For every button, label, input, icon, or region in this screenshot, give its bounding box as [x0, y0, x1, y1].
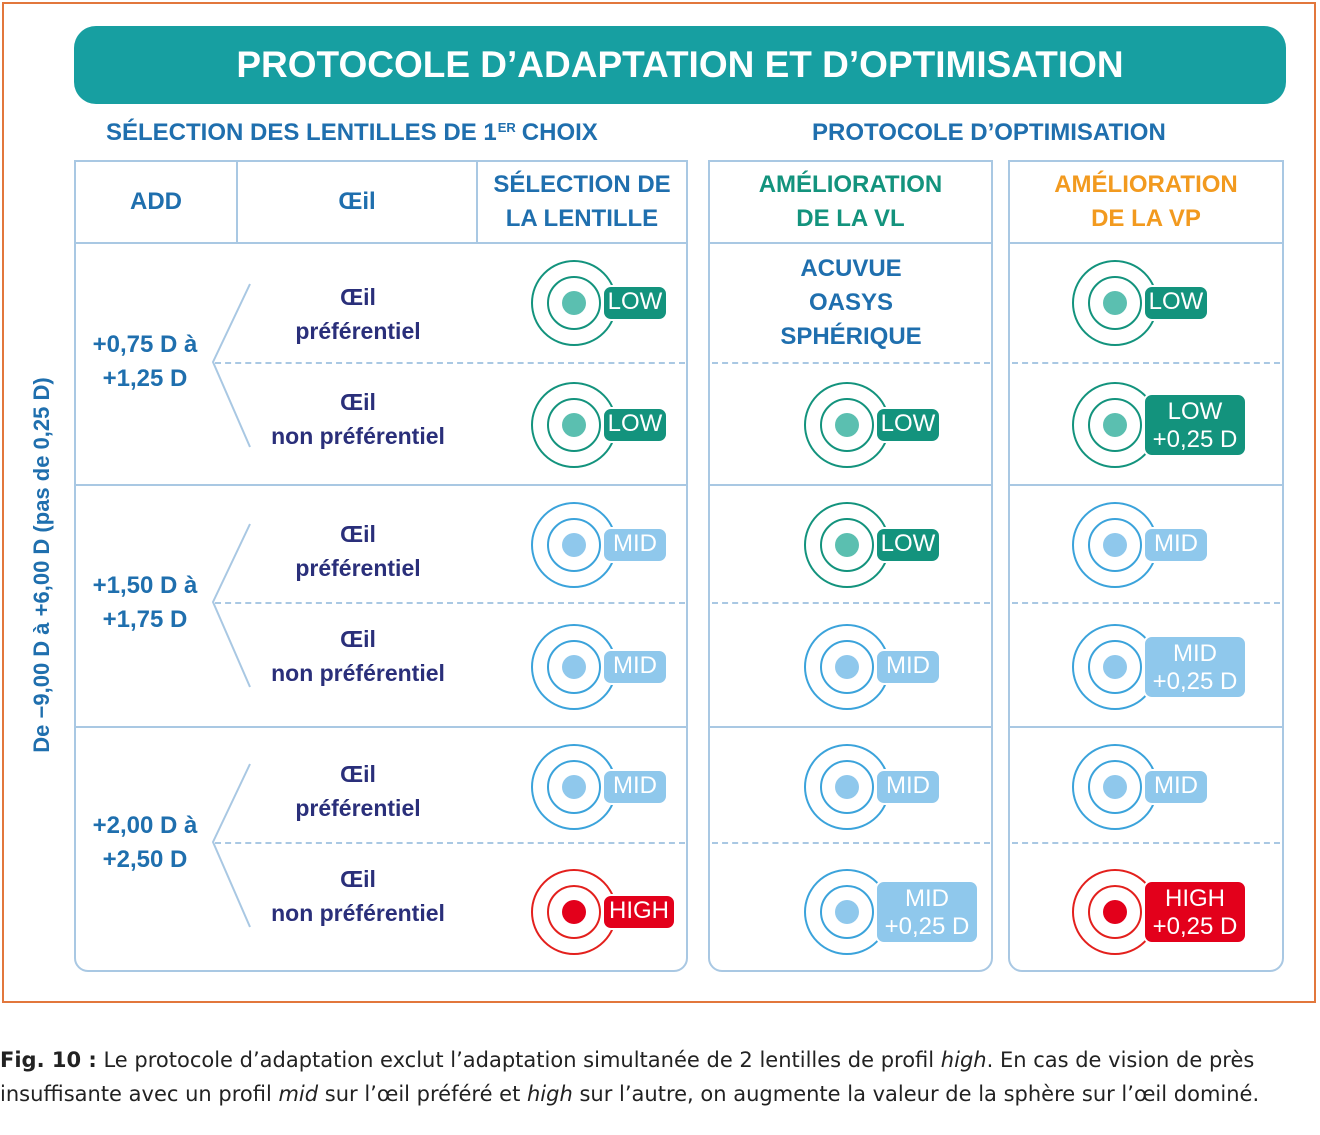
- lens-badge-line: LOW: [880, 530, 936, 557]
- eye-row-1: [238, 280, 478, 348]
- header-vp: [1010, 162, 1282, 242]
- group-rule: [708, 726, 993, 728]
- acuvue-line1: ACUVUE: [800, 255, 902, 282]
- lens-center-dot: [1103, 775, 1127, 799]
- lens-badge-line: LOW: [1167, 398, 1223, 425]
- group-rule: [74, 484, 688, 486]
- add-group-1-line2: +1,25 D: [102, 365, 188, 392]
- lens-center-dot: [835, 775, 859, 799]
- section-optimisation: PROTOCOLE D’OPTIMISATION: [812, 119, 1166, 146]
- lens-profile-badge: [875, 649, 941, 685]
- lens-badge-line: MID: [886, 772, 930, 799]
- eye-row-5-line2: préférentiel: [295, 795, 421, 821]
- eye-row-3-line2: préférentiel: [295, 555, 421, 581]
- lens-badge-line: HIGH: [1165, 885, 1225, 912]
- lens-badge-line: MID: [613, 772, 657, 799]
- lens-profile-badge: [602, 407, 668, 443]
- caption-text-4: sur l’autre, on augmente la valeur de la sphère sur l’œil dominé.: [572, 1082, 1260, 1106]
- eye-row-6: [238, 862, 478, 930]
- header-eye: Œil: [338, 188, 376, 215]
- lens-profile-badge: [602, 769, 668, 805]
- eye-row-2: [238, 385, 478, 453]
- eye-row-3: [238, 517, 478, 585]
- figure-title: PROTOCOLE D’ADAPTATION ET D’OPTIMISATION: [74, 26, 1286, 104]
- lens-badge-line: HIGH: [609, 897, 669, 924]
- row-dash: [215, 362, 685, 364]
- header-selection-line2: LA LENTILLE: [505, 205, 659, 232]
- eye-row-1-line1: Œil: [340, 284, 376, 310]
- lens-badge-line: MID: [613, 530, 657, 557]
- caption-text-2: . En cas de vision de près insuffisante avec un profil: [0, 1048, 1255, 1106]
- eye-row-2-line2: non préférentiel: [271, 423, 445, 449]
- lens-badge-line: MID: [1173, 640, 1217, 667]
- header-vl-line2: DE LA VL: [796, 205, 905, 232]
- lens-badge-line: MID: [613, 652, 657, 679]
- group-rule: [1008, 726, 1284, 728]
- row-dash: [1012, 842, 1280, 844]
- add-group-1-line1: +0,75 D à: [92, 331, 198, 358]
- lens-badge-line: +0,25 D: [1152, 913, 1238, 940]
- lens-profile-badge: [602, 285, 668, 321]
- lens-profile-badge: [602, 527, 668, 563]
- lens-badge-line: LOW: [880, 410, 936, 437]
- lens-center-dot: [835, 533, 859, 557]
- lens-badge-line: MID: [1154, 530, 1198, 557]
- lens-center-dot: [562, 655, 586, 679]
- header-rule: [708, 242, 993, 244]
- lens-center-dot: [1103, 655, 1127, 679]
- lens-profile-badge: [1143, 880, 1247, 944]
- lens-center-dot: [562, 291, 586, 315]
- lens-profile-badge: [875, 407, 941, 443]
- header-selection-line1: SÉLECTION DE: [493, 171, 671, 198]
- row-dash: [1012, 362, 1280, 364]
- group-rule: [1008, 484, 1284, 486]
- lens-badge-line: MID: [886, 652, 930, 679]
- add-group-2: [70, 569, 220, 637]
- lens-profile-badge: [1143, 527, 1209, 563]
- header-vp-line1: AMÉLIORATION: [1054, 171, 1238, 198]
- lens-center-dot: [1103, 900, 1127, 924]
- lens-center-dot: [562, 413, 586, 437]
- lens-badge-line: LOW: [607, 288, 663, 315]
- lens-profile-badge: [875, 527, 941, 563]
- lens-badge-line: LOW: [1148, 288, 1204, 315]
- lens-center-dot: [562, 900, 586, 924]
- lens-center-dot: [1103, 533, 1127, 557]
- eye-row-2-line1: Œil: [340, 389, 376, 415]
- lens-center-dot: [835, 655, 859, 679]
- lens-profile-badge: [602, 894, 676, 930]
- eye-row-5: [238, 757, 478, 825]
- lens-badge-line: +0,25 D: [1152, 426, 1238, 453]
- lens-center-dot: [835, 900, 859, 924]
- eye-row-3-line1: Œil: [340, 521, 376, 547]
- eye-row-6-line2: non préférentiel: [271, 900, 445, 926]
- caption-italic-2: mid: [278, 1082, 319, 1106]
- lens-center-dot: [1103, 291, 1127, 315]
- lens-profile-badge: [602, 649, 668, 685]
- group-rule: [74, 726, 688, 728]
- section-first-choice: [106, 118, 598, 148]
- lens-center-dot: [835, 413, 859, 437]
- lens-badge-line: MID: [1154, 772, 1198, 799]
- lens-profile-badge: [875, 769, 941, 805]
- header-rule: [1008, 242, 1284, 244]
- header-vp-line2: DE LA VP: [1091, 205, 1201, 232]
- figure-caption: [0, 1043, 1318, 1111]
- lens-center-dot: [562, 533, 586, 557]
- eye-row-4: [238, 622, 478, 690]
- eye-row-5-line1: Œil: [340, 761, 376, 787]
- header-selection: [478, 162, 686, 242]
- acuvue-line3: SPHÉRIQUE: [780, 323, 922, 350]
- row-dash: [712, 362, 990, 364]
- caption-text-3: sur l’œil préféré et: [318, 1082, 527, 1106]
- lens-badge-line: +0,25 D: [1152, 668, 1238, 695]
- lens-badge-line: MID: [905, 885, 949, 912]
- header-rule: [74, 242, 688, 244]
- section-first-choice-tail: CHOIX: [521, 119, 598, 146]
- section-first-choice-sup: ER: [497, 119, 516, 135]
- eye-row-4-line2: non préférentiel: [271, 660, 445, 686]
- range-label-text: De −9,00 D à +6,00 D (pas de 0,25 D): [29, 377, 54, 753]
- header-vl-line1: AMÉLIORATION: [758, 171, 943, 198]
- caption-label: Fig. 10 :: [0, 1048, 97, 1072]
- row-dash: [712, 842, 990, 844]
- caption-text-1: Le protocole d’adaptation exclut l’adaptation simultanée de 2 lentilles de profil: [96, 1048, 941, 1072]
- lens-profile-badge: [1143, 635, 1247, 699]
- lens-center-dot: [562, 775, 586, 799]
- lens-profile-badge: [1143, 769, 1209, 805]
- eye-row-1-line2: préférentiel: [295, 318, 421, 344]
- row-dash: [1012, 602, 1280, 604]
- row-dash: [712, 602, 990, 604]
- row-dash: [215, 842, 685, 844]
- caption-italic-1: high: [940, 1048, 987, 1072]
- add-group-3-line1: +2,00 D à: [92, 812, 198, 839]
- add-group-3: [70, 809, 220, 877]
- lens-badge-line: +0,25 D: [884, 913, 970, 940]
- group-rule: [708, 484, 993, 486]
- add-group-2-line1: +1,50 D à: [92, 572, 198, 599]
- header-vl: [710, 162, 991, 242]
- lens-center-dot: [1103, 413, 1127, 437]
- row-dash: [215, 602, 685, 604]
- caption-italic-3: high: [527, 1082, 573, 1106]
- acuvue-line2: OASYS: [808, 289, 894, 316]
- add-group-3-line2: +2,50 D: [102, 846, 188, 873]
- section-first-choice-text: SÉLECTION DES LENTILLES DE 1: [106, 119, 497, 146]
- lens-profile-badge: [1143, 393, 1247, 457]
- eye-row-4-line1: Œil: [340, 626, 376, 652]
- add-group-2-line2: +1,75 D: [102, 606, 188, 633]
- eye-row-6-line1: Œil: [340, 866, 376, 892]
- lens-profile-badge: [875, 880, 979, 944]
- acuvue-oasys-label: [712, 252, 990, 354]
- header-add: ADD: [130, 188, 182, 215]
- lens-profile-badge: [1143, 285, 1209, 321]
- lens-badge-line: LOW: [607, 410, 663, 437]
- add-group-1: [70, 328, 220, 396]
